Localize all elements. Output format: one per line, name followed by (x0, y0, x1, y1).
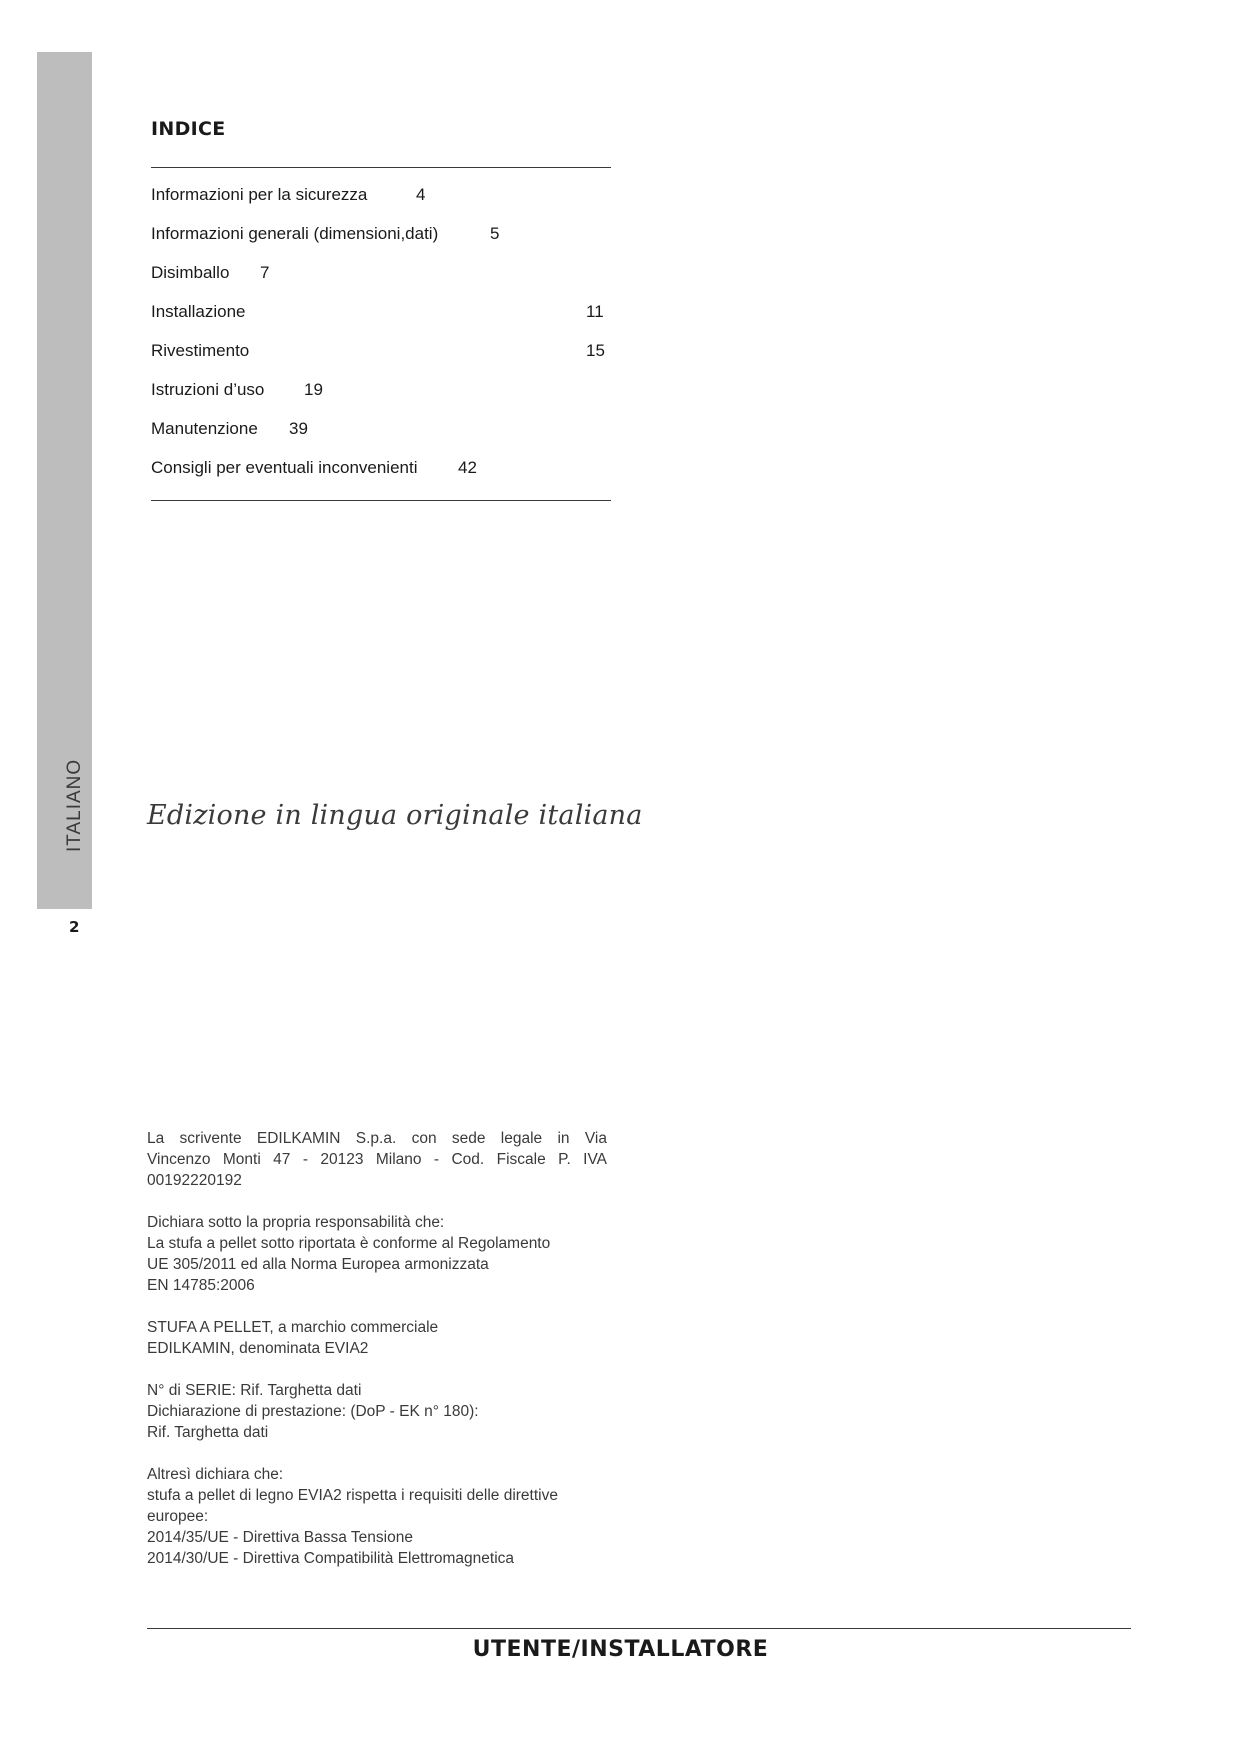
toc-item-rivestimento[interactable] (151, 340, 611, 379)
declaration-line: Rif. Targhetta dati (147, 1424, 269, 1441)
declaration-line: Altresì dichiara che: (147, 1466, 284, 1483)
toc-item-page: 42 (458, 458, 477, 477)
declaration-line: N° di SERIE: Rif. Targhetta dati (147, 1382, 362, 1399)
toc-item-page: 11 (586, 302, 604, 321)
toc-item-page: 19 (304, 380, 323, 399)
toc-item-label: Informazioni generali (dimensioni,dati) (151, 224, 439, 243)
declaration-line: 00192220192 (147, 1172, 242, 1189)
toc-item-label: Disimballo (151, 263, 230, 282)
declaration-line: europee: (147, 1508, 209, 1525)
toc-item-manutenzione[interactable] (151, 418, 611, 457)
toc-item-label: Istruzioni d’uso (151, 380, 265, 399)
toc-item-sicurezza[interactable] (151, 184, 611, 223)
toc-top-divider (151, 167, 611, 168)
declaration-product (147, 1317, 607, 1359)
footer-title: UTENTE/INSTALLATORE (472, 1637, 769, 1662)
toc-item-istruzioni-uso[interactable] (151, 379, 611, 418)
declaration-directives (147, 1464, 607, 1569)
toc-item-label: Manutenzione (151, 419, 258, 438)
declaration-serial (147, 1380, 607, 1443)
declaration-line: La scrivente EDILKAMIN S.p.a. con sede legale in Via (147, 1130, 607, 1147)
toc-item-page: 39 (289, 419, 308, 438)
declaration-line: EDILKAMIN, denominata EVIA2 (147, 1340, 369, 1357)
toc-item-page: 4 (416, 185, 426, 204)
toc-item-label: Informazioni per la sicurezza (151, 185, 368, 204)
table-of-contents (151, 184, 611, 496)
declaration-line: 2014/30/UE - Direttiva Compatibilità Elettromagnetica (147, 1550, 515, 1567)
toc-item-consigli[interactable] (151, 457, 611, 496)
toc-item-label: Rivestimento (151, 341, 250, 360)
declaration-line: Dichiara sotto la propria responsabilità che: (147, 1214, 445, 1231)
toc-bottom-divider (151, 500, 611, 501)
declaration-line: 2014/35/UE - Direttiva Bassa Tensione (147, 1529, 413, 1546)
toc-item-informazioni-generali[interactable] (151, 223, 611, 262)
declaration-line: EN 14785:2006 (147, 1277, 255, 1294)
declaration-line: La stufa a pellet sotto riportata è conforme al Regolamento (147, 1235, 551, 1252)
toc-item-label: Consigli per eventuali inconvenienti (151, 458, 418, 477)
toc-item-page: 15 (586, 341, 605, 360)
declaration-line: stufa a pellet di legno EVIA2 rispetta i requisiti delle direttive (147, 1487, 558, 1504)
toc-item-page: 7 (260, 263, 270, 282)
declaration-line: STUFA A PELLET, a marchio commerciale (147, 1319, 439, 1336)
declaration-line: UE 305/2011 ed alla Norma Europea armonizzata (147, 1256, 489, 1273)
declaration-line: Vincenzo Monti 47 - 20123 Milano - Cod. Fiscale P. IVA (147, 1151, 607, 1168)
declaration-compliance (147, 1212, 607, 1296)
declaration-of-conformity (147, 1128, 607, 1590)
toc-item-page: 5 (490, 224, 500, 243)
declaration-line: Dichiarazione di prestazione: (DoP - EK n° 180): (147, 1403, 479, 1420)
toc-item-disimballo[interactable] (151, 262, 611, 301)
page-number: 2 (69, 918, 80, 936)
declaration-company (147, 1128, 607, 1191)
edition-note: Edizione in lingua originale italiana (147, 800, 643, 831)
footer-divider (147, 1628, 1131, 1629)
toc-item-label: Installazione (151, 302, 246, 321)
language-label: ITALIANO (64, 758, 85, 852)
toc-item-installazione[interactable] (151, 301, 611, 340)
toc-title: INDICE (151, 118, 226, 140)
